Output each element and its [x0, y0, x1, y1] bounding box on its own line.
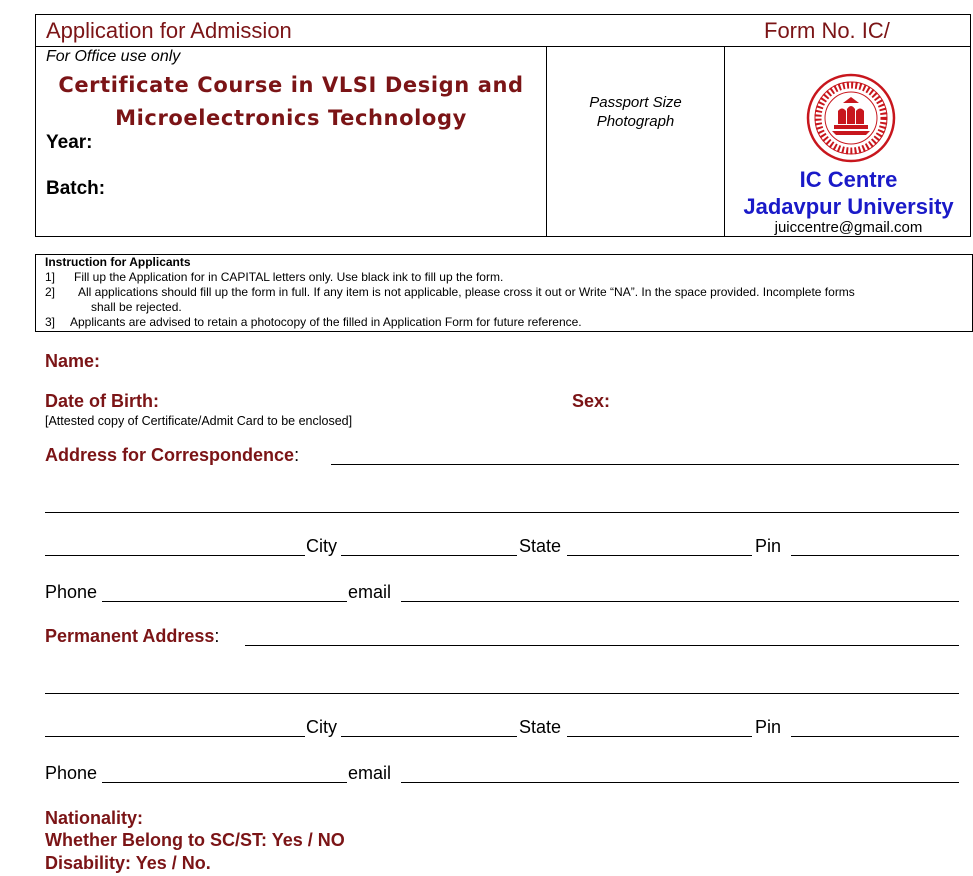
permanent-state-field[interactable]: [567, 736, 752, 737]
permanent-address-label: [45, 626, 219, 647]
batch-label: Batch:: [46, 178, 106, 199]
correspondence-city-field[interactable]: [341, 555, 517, 556]
instruction-number: 3]: [45, 315, 56, 329]
email-label: email: [348, 582, 392, 602]
correspondence-address-line-3[interactable]: [45, 555, 305, 556]
application-title: Application for Admission: [46, 18, 292, 43]
permanent-address-text: Permanent Address: [45, 626, 215, 646]
instructions-title: Instruction for Applicants: [45, 255, 191, 269]
colon: :: [294, 445, 300, 465]
dob-label: Date of Birth:: [45, 391, 159, 411]
permanent-address-line-2[interactable]: [45, 693, 959, 694]
office-use-label: For Office use only: [46, 48, 181, 65]
instruction-number: 1]: [45, 270, 56, 284]
instruction-text: All applications should fill up the form in full. If any item is not applicable, please cross it out or Write “NA”. In the space provided. Incomplete forms: [78, 285, 855, 299]
instruction-number: 2]: [45, 285, 56, 299]
course-title-line1: Certificate Course in VLSI Design and: [58, 73, 524, 97]
course-title-line2: Microelectronics Technology: [115, 106, 467, 130]
phone-label: Phone: [45, 582, 98, 602]
email-label: email: [348, 763, 392, 783]
permanent-pin-field[interactable]: [791, 736, 959, 737]
state-label: State: [519, 717, 562, 737]
instruction-text: Applicants are advised to retain a photocopy of the filled in Application Form for future reference.: [70, 315, 582, 329]
correspondence-address-line-2[interactable]: [45, 512, 959, 513]
header-table: [35, 14, 971, 237]
correspondence-address-label: [45, 445, 299, 466]
year-label: Year:: [46, 132, 93, 153]
phone-label: Phone: [45, 763, 98, 783]
city-label: City: [306, 717, 337, 737]
contact-email: juiccentre@gmail.com: [774, 219, 923, 236]
instruction-text: Fill up the Application for in CAPITAL letters only. Use black ink to fill up the form.: [74, 270, 504, 284]
state-label: State: [519, 536, 562, 556]
city-label: City: [306, 536, 337, 556]
scst-options[interactable]: Yes / NO: [271, 830, 345, 850]
university-name: Jadavpur University: [743, 194, 954, 219]
sex-label: Sex:: [572, 391, 611, 411]
colon: :: [214, 626, 220, 646]
photo-label-line1: Passport Size: [589, 94, 682, 111]
photo-placeholder: [547, 93, 724, 131]
correspondence-phone-field[interactable]: [102, 601, 347, 602]
centre-name: IC Centre: [799, 167, 898, 192]
nationality-label: Nationality:: [45, 808, 144, 828]
permanent-address-line-3[interactable]: [45, 736, 305, 737]
column-divider: [546, 47, 547, 237]
instructions-box: [35, 254, 973, 332]
permanent-phone-field[interactable]: [102, 782, 347, 783]
permanent-email-field[interactable]: [401, 782, 959, 783]
scst-row: [45, 830, 345, 851]
pin-label: Pin: [755, 717, 782, 737]
disability-options[interactable]: Yes / No.: [135, 853, 211, 873]
correspondence-address-line-1[interactable]: [331, 464, 959, 465]
permanent-address-line-1[interactable]: [245, 645, 959, 646]
dob-note: [Attested copy of Certificate/Admit Card to be enclosed]: [45, 414, 353, 428]
course-title: [36, 69, 546, 135]
form-number: Form No. IC/: [764, 18, 890, 43]
permanent-city-field[interactable]: [341, 736, 517, 737]
correspondence-state-field[interactable]: [567, 555, 752, 556]
correspondence-address-text: Address for Correspondence: [45, 445, 295, 465]
instruction-text-continued: shall be rejected.: [91, 300, 182, 314]
correspondence-email-field[interactable]: [401, 601, 959, 602]
disability-label: Disability:: [45, 853, 132, 873]
name-label: Name:: [45, 351, 101, 371]
scst-label: Whether Belong to SC/ST:: [45, 830, 267, 850]
correspondence-pin-field[interactable]: [791, 555, 959, 556]
university-seal-icon: [806, 73, 896, 163]
disability-row: [45, 853, 211, 874]
photo-label-line2: Photograph: [596, 113, 675, 130]
pin-label: Pin: [755, 536, 782, 556]
